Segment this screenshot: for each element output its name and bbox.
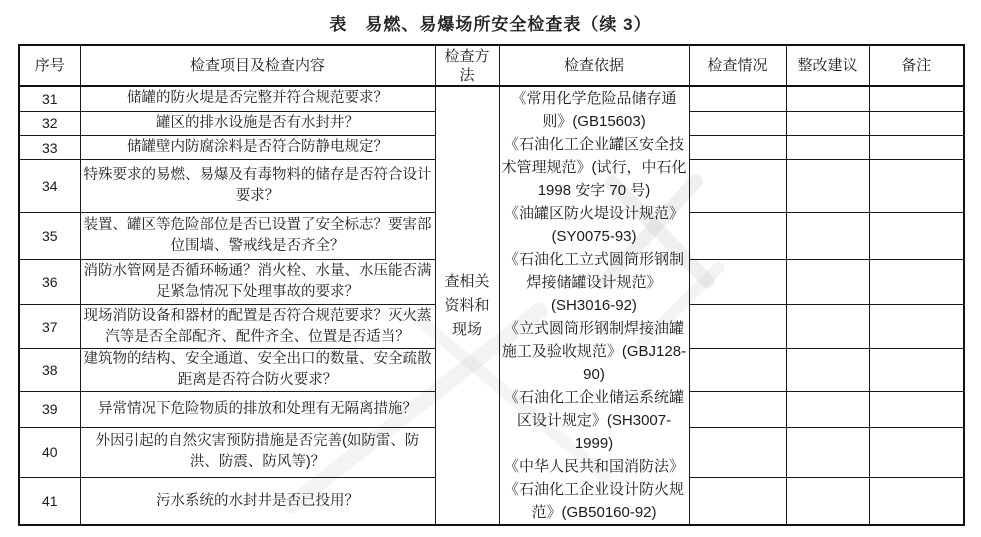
suggestion-cell xyxy=(786,86,869,111)
status-cell xyxy=(689,160,786,212)
suggestion-cell xyxy=(786,111,869,135)
col-header-status: 检查情况 xyxy=(689,45,786,86)
item-cell: 装置、罐区等危险部位是否已设置了安全标志？要害部位围墙、警戒线是否齐全？ xyxy=(80,212,435,259)
col-header-basis: 检查依据 xyxy=(499,45,689,86)
suggestion-cell xyxy=(786,135,869,159)
item-cell: 外因引起的自然灾害预防措施是否完善(如防雷、防洪、防震、防风等)？ xyxy=(80,427,435,477)
serial-cell: 39 xyxy=(19,392,80,427)
basis-item: 《中华人民共和国消防法》 xyxy=(503,458,684,475)
status-cell xyxy=(689,478,786,526)
remark-cell xyxy=(869,348,964,391)
remark-cell xyxy=(869,212,964,259)
col-header-suggestion: 整改建议 xyxy=(786,45,869,86)
basis-item: 《石油化工企业设计防火规范》(GB50160-92) xyxy=(503,481,684,521)
suggestion-cell xyxy=(786,427,869,477)
status-cell xyxy=(689,135,786,159)
basis-item: 《石油化工企业储运系统罐区设计规定》(SH3007-1999) xyxy=(503,389,684,452)
suggestion-cell xyxy=(786,260,869,305)
basis-item: 《石油化工立式圆筒形钢制焊接储罐设计规范》(SH3016-92) xyxy=(503,251,684,314)
status-cell xyxy=(689,348,786,391)
remark-cell xyxy=(869,392,964,427)
serial-cell: 40 xyxy=(19,427,80,477)
remark-cell xyxy=(869,478,964,526)
suggestion-cell xyxy=(786,392,869,427)
basis-cell xyxy=(499,86,689,525)
status-cell xyxy=(689,212,786,259)
item-cell: 污水系统的水封井是否已投用？ xyxy=(80,478,435,526)
basis-item: 《油罐区防火堤设计规范》(SY0075-93) xyxy=(503,205,684,245)
item-cell: 储罐的防火堤是否完整并符合规范要求？ xyxy=(80,86,435,111)
suggestion-cell xyxy=(786,212,869,259)
serial-cell: 33 xyxy=(19,135,80,159)
item-cell: 储罐壁内防腐涂料是否符合防静电规定？ xyxy=(80,135,435,159)
serial-cell: 37 xyxy=(19,305,80,348)
col-header-item: 检查项目及检查内容 xyxy=(80,45,435,86)
item-cell: 特殊要求的易燃、易爆及有毒物料的储存是否符合设计要求？ xyxy=(80,160,435,212)
remark-cell xyxy=(869,86,964,111)
suggestion-cell xyxy=(786,160,869,212)
serial-cell: 35 xyxy=(19,212,80,259)
serial-cell: 31 xyxy=(19,86,80,111)
status-cell xyxy=(689,305,786,348)
serial-cell: 32 xyxy=(19,111,80,135)
safety-checklist-table xyxy=(18,44,965,526)
serial-cell: 36 xyxy=(19,260,80,305)
remark-cell xyxy=(869,160,964,212)
suggestion-cell xyxy=(786,305,869,348)
basis-item: 《立式圆筒形钢制焊接油罐施工及验收规范》(GBJ128-90) xyxy=(501,320,687,383)
basis-item: 《石油化工企业罐区安全技术管理规范》(试行，中石化 1998 安字 70 号) xyxy=(501,136,687,199)
col-header-method: 检查方法 xyxy=(435,45,499,86)
remark-cell xyxy=(869,135,964,159)
item-cell: 消防水管网是否循环畅通？消火栓、水量、水压能否满足紧急情况下处理事故的要求？ xyxy=(80,260,435,305)
serial-cell: 34 xyxy=(19,160,80,212)
status-cell xyxy=(689,392,786,427)
col-header-remark: 备注 xyxy=(869,45,964,86)
status-cell xyxy=(689,260,786,305)
remark-cell xyxy=(869,305,964,348)
suggestion-cell xyxy=(786,348,869,391)
remark-cell xyxy=(869,427,964,477)
method-cell: 查相关资料和现场 xyxy=(435,86,499,525)
item-cell: 现场消防设备和器材的配置是否符合规范要求？灭火蒸汽等是否全部配齐、配件齐全、位置是否适当？ xyxy=(80,305,435,348)
page-title: 表 易燃、易爆场所安全检查表（续 3） xyxy=(329,15,652,34)
status-cell xyxy=(689,86,786,111)
suggestion-cell xyxy=(786,478,869,526)
basis-item: 《常用化学危险品储存通则》(GB15603) xyxy=(511,90,677,130)
remark-cell xyxy=(869,260,964,305)
remark-cell xyxy=(869,111,964,135)
item-cell: 异常情况下危险物质的排放和处理有无隔离措施？ xyxy=(80,392,435,427)
item-cell: 建筑物的结构、安全通道、安全出口的数量、安全疏散距离是否符合防火要求？ xyxy=(80,348,435,391)
serial-cell: 38 xyxy=(19,348,80,391)
header-row xyxy=(19,45,964,86)
status-cell xyxy=(689,427,786,477)
serial-cell: 41 xyxy=(19,478,80,526)
col-header-serial: 序号 xyxy=(19,45,80,86)
table-row xyxy=(19,86,964,111)
status-cell xyxy=(689,111,786,135)
item-cell: 罐区的排水设施是否有水封井？ xyxy=(80,111,435,135)
